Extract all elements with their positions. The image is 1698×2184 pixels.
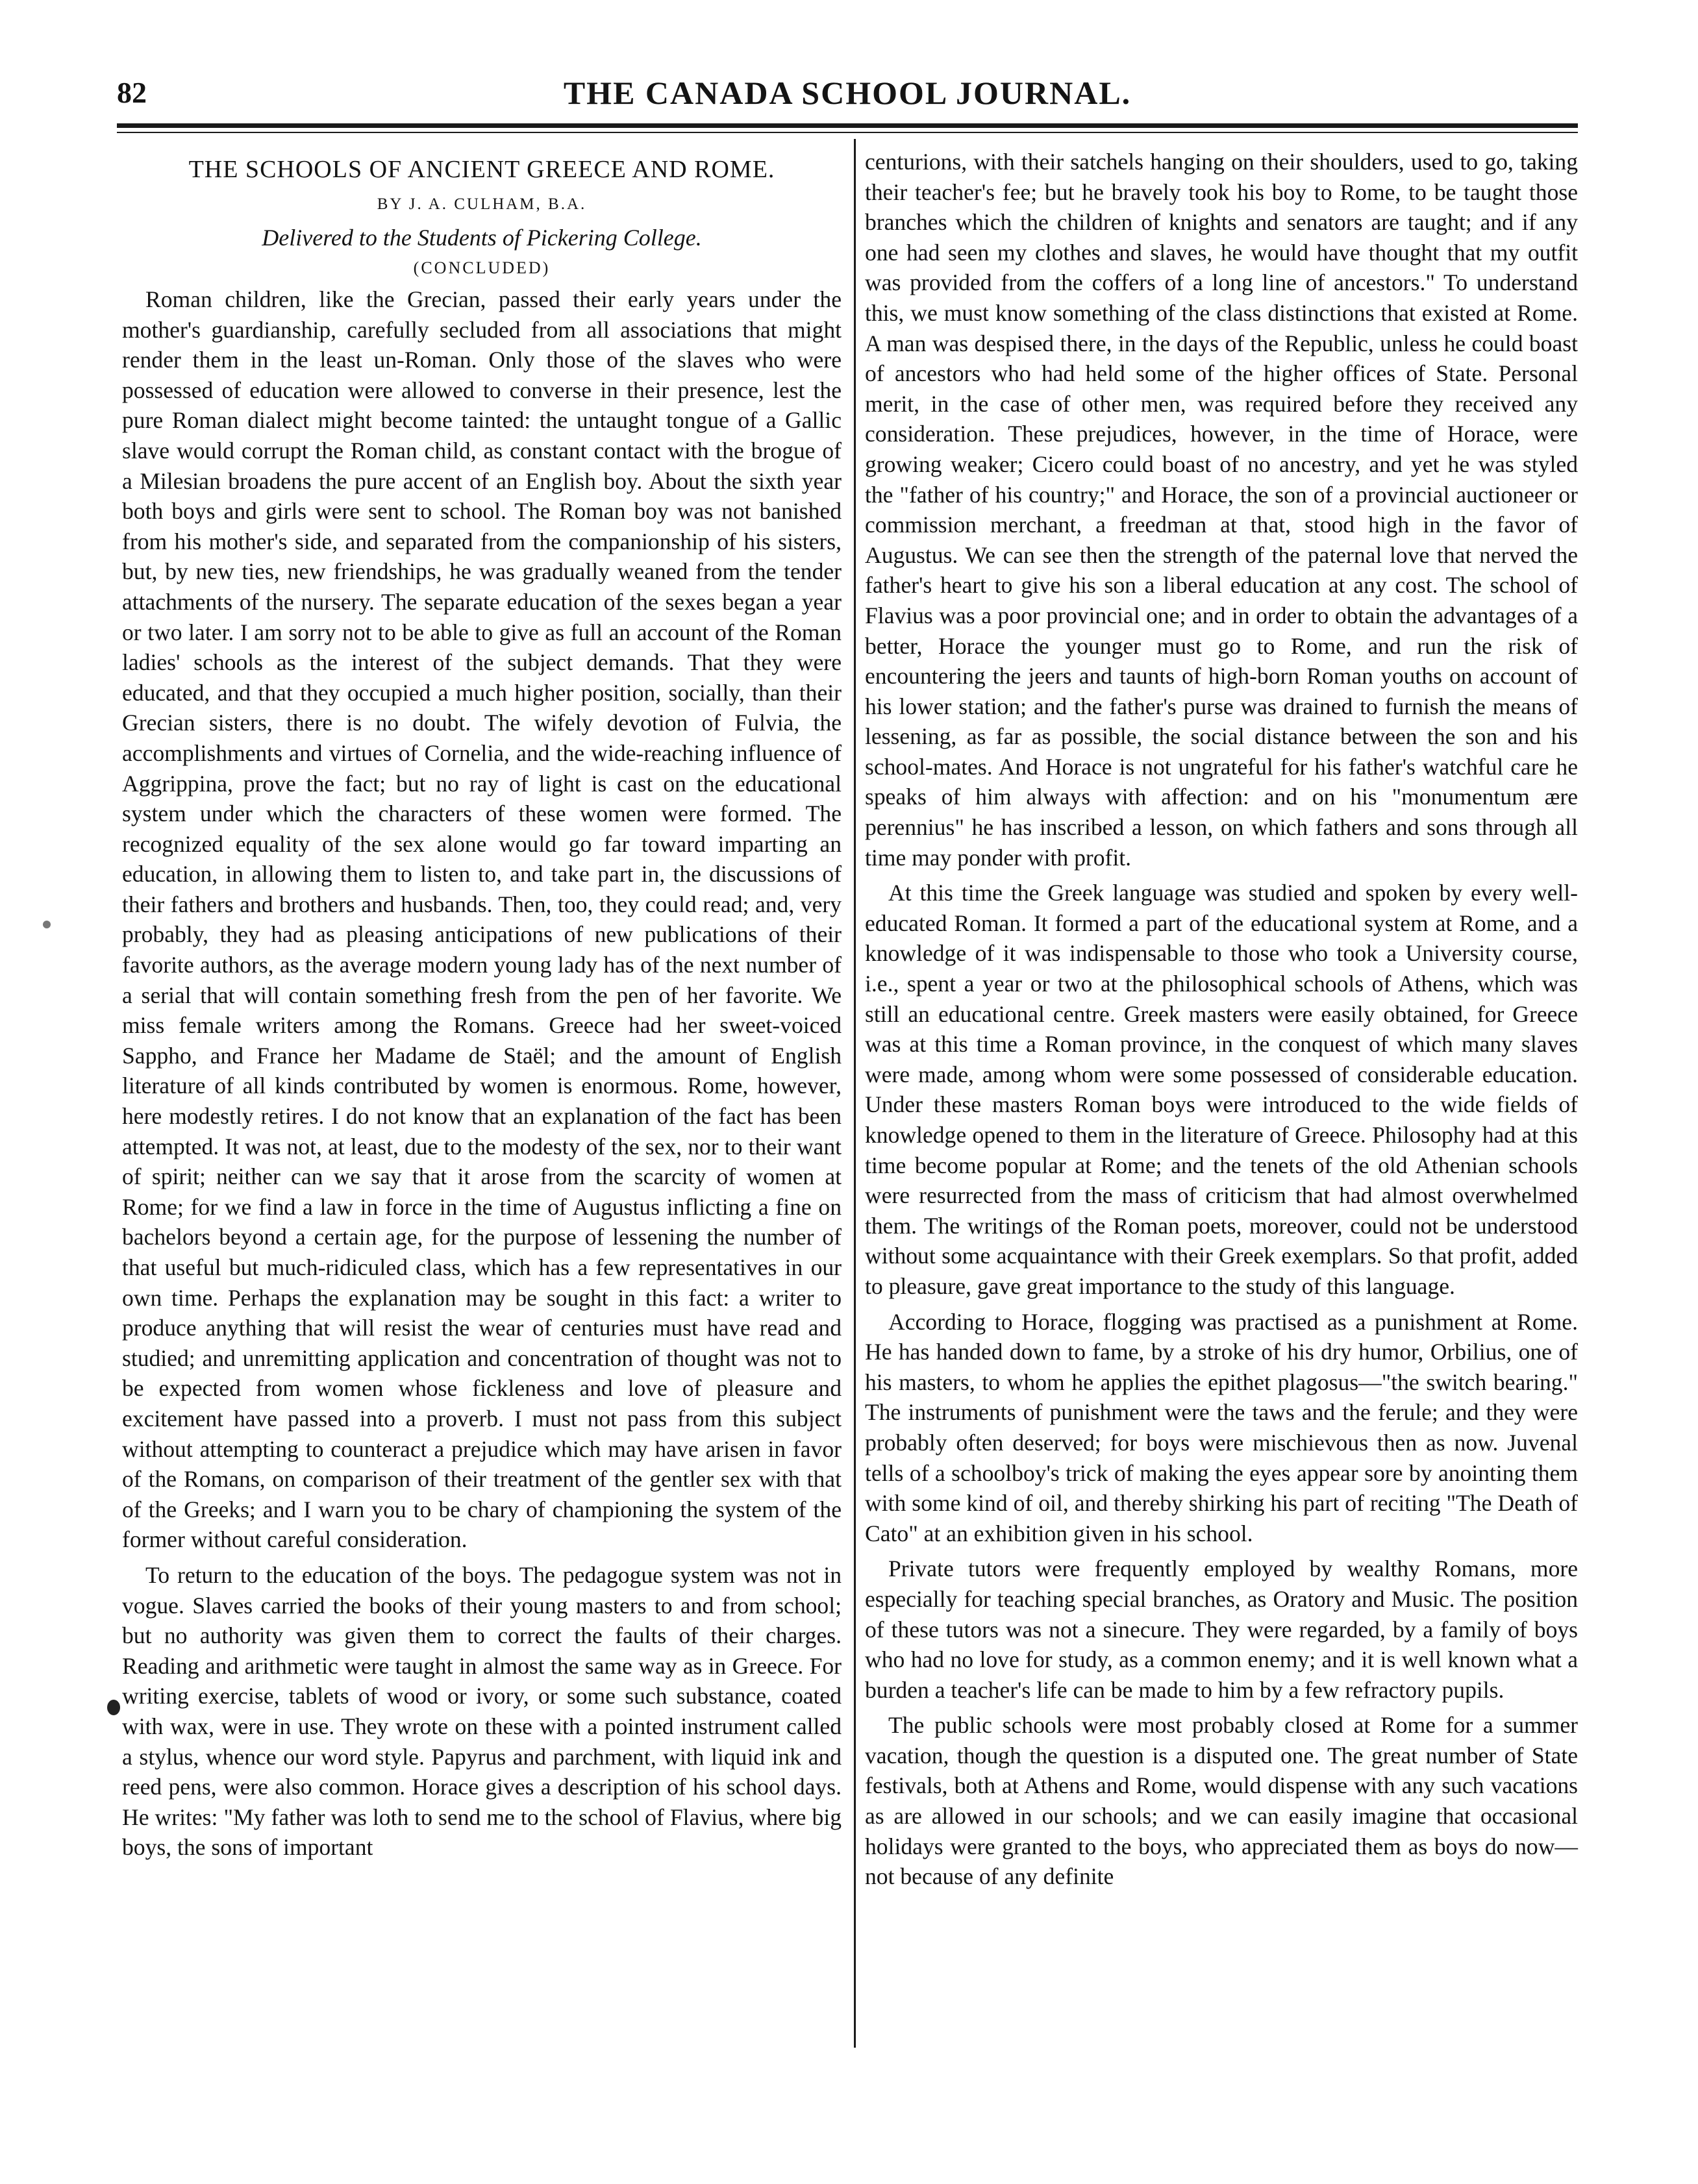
- body-paragraph: To return to the education of the boys. The pedagogue system was not in vogue. Slaves carried the books of their young masters to and from school; but no authority was given them to correct the faults of their charges. Reading and arithmetic were taught in almost the same way as in Greece. For writing exercise, tablets of wood or ivory, or some such substance, coated with wax, were in use. They wrote on these with a pointed instrument called a stylus, whence our word style. Papyrus and parchment, with liquid ink and reed pens, were also common. Horace gives a description of his school days. He writes: "My father was loth to send me to the school of Flavius, where big boys, the sons of important: [122, 1561, 842, 1861]
- body-paragraph: Private tutors were frequently employed by wealthy Romans, more especially for teaching special branches, as Oratory and Music. The position of these tutors was not a sinecure. They were regarded, by a family of boys who had no love for study, as a common enemy; and it is well known what a burden a teacher's life can be made to him by a few refractory pupils.: [865, 1556, 1578, 1703]
- left-column: [122, 147, 842, 1863]
- body-paragraph: centurions, with their satchels hanging on their shoulders, used to go, taking their teacher's fee; but he bravely took his boy to Rome, to be taught those branches which the children of knights and senators are taught; and if any one had seen my clothes and slaves, he would have thought that my outfit was provided from the coffers of a long line of ancestors." To understand this, we must know something of the class distinctions that existed at Rome. A man was despised there, in the days of the Republic, unless he could boast of ancestors who had held some of the higher offices of State. Personal merit, in the case of other men, was required before they received any consideration. These prejudices, however, in the time of Horace, were growing weaker; Cicero could boast of no ancestry, and yet he was styled the "father of his country;" and Horace, the son of a provincial auctioneer or commission merchant, a freedman at that, stood high in the favor of Augustus. We can see then the strength of the paternal love that nerved the father's heart to give his son a liberal education at any cost. The school of Flavius was a poor provincial one; and in order to obtain the advantages of a better, Horace the younger must go to Rome, and run the risk of encountering the jeers and taunts of high-born Roman youths on account of his lower station; and the father's purse was drained to furnish the means of lessening, as far as possible, the social distance between the son and his school-mates. And Horace is not ungrateful for his father's watchful care he speaks of him always with affection: and on his "monumentum ære perennius" he has inscribed a lesson, on which fathers and sons through all time may ponder with profit.: [865, 149, 1578, 871]
- article-title: THE SCHOOLS OF ANCIENT GREECE AND ROME.: [188, 156, 775, 183]
- margin-blot-mark: [107, 1700, 120, 1715]
- page-number: 82: [117, 76, 147, 109]
- right-column: [865, 147, 1578, 1892]
- body-paragraph: According to Horace, flogging was practised as a punishment at Rome. He has handed down to fame, by a stroke of his dry humor, Orbilius, one of his masters, to whom he applies the epithet plagosus—"the switch bearing." The instruments of punishment were the taws and the ferule; and they were probably often deserved; for boys were mischievous then as now. Juvenal tells of a schoolboy's trick of making the eyes appear sore by anointing them with some kind of oil, and thereby shirking his part of reciting "The Death of Cato" at an exhibition given in his school.: [865, 1308, 1578, 1546]
- body-paragraph: The public schools were most probably closed at Rome for a summer vacation, though the question is a disputed one. The great number of State festivals, both at Athens and Rome, would dispense with any such vacations as are allowed in our schools; and we can easily imagine that occasional holidays were granted to the boys, who appreciated them as boys do now—not because of any definite: [865, 1712, 1578, 1890]
- header-rule-thick: [117, 123, 1578, 128]
- article-concluded-note: (CONCLUDED): [413, 258, 551, 277]
- body-paragraph: At this time the Greek language was studied and spoken by every well-educated Roman. It formed a part of the educational system at Rome, and a knowledge of it was indispensable to those who took a University course, i.e., spent a year or two at the philosophical schools of Athens, which was still an educational centre. Greek masters were easily obtained, for Greece was at this time a Roman province, in the conquest of which many slaves were made, among whom were some possessed of considerable education. Under these masters Roman boys were introduced to the wide fields of knowledge opened to them in the literature of Greece. Philosophy had at this time become popular at Rome; and the tenets of the old Athenian schools were resurrected from the mass of criticism that had almost overwhelmed them. The writings of the Roman poets, moreover, could not be understood without some acquaintance with their Greek exemplars. So that profit, added to pleasure, gave great importance to the study of this language.: [865, 880, 1578, 1299]
- column-divider: [854, 139, 856, 2048]
- article-delivered-note: Delivered to the Students of Pickering College.: [262, 225, 702, 251]
- journal-title: THE CANADA SCHOOL JOURNAL.: [563, 75, 1132, 111]
- header-rule-thin: [117, 132, 1578, 133]
- body-paragraph: Roman children, like the Grecian, passed their early years under the mother's guardianship, carefully secluded from all associations that might render them in the least un-Roman. Only those of the slaves who were possessed of education were allowed to converse in their presence, lest the pure Roman dialect might become tainted: the untaught tongue of a Gallic slave would corrupt the Roman child, as constant contact with the brogue of a Milesian broadens the pure accent of an English boy. About the sixth year both boys and girls were sent to school. The Roman boy was not banished from his mother's side, and separated from the companionship of his sisters, but, by new ties, new friendships, he was gradually weaned from the tender attachments of the nursery. The separate education of the sexes began a year or two later. I am sorry not to be able to give as full an account of the Roman ladies' schools as the interest of the subject demands. That they were educated, and that they occupied a much higher position, socially, than their Grecian sisters, there is no doubt. The wifely devotion of Fulvia, the accomplishments and virtues of Cornelia, and the wide-reaching influence of Aggrippina, prove the fact; but no ray of light is cast on the educational system under which the characters of these women were formed. The recognized equality of the sex alone would go far toward imparting an education, in allowing them to listen to, and take part in, the discussions of their fathers and brothers and husbands. Then, too, they could read; and, very probably, they had as pleasing anticipations of new publications of their favorite authors, as the average modern young lady has of the next number of a serial that will contain something fresh from the pen of her favorite. We miss female writers among the Romans. Greece had her sweet-voiced Sappho, and France her Madame de Staël; and the amount of English literature of all kinds contributed by women is enormous. Rome, however, here modestly retires. I do not know that an explanation of the fact has been attempted. It was not, at least, due to the modesty of the sex, nor to their want of spirit; neither can we say that it arose from the scarcity of women at Rome; for we find a law in force in the time of Augustus inflicting a fine on bachelors beyond a certain age, for the purpose of lessening the number of that useful but much-ridiculed class, which has a few representatives in our own time. Perhaps the explanation may be sought in this fact: a writer to produce anything that will resist the wear of centuries must have read and studied; and unremitting application and concentration of thought was not to be expected from women whose fickleness and love of pleasure and excitement have passed into a proverb. I must not pass from this subject without attempting to counteract a prejudice which may have arisen in favor of the Romans, on comparison of their treatment of the gentler sex with that of the Greeks; and I warn you to be chary of championing the system of the former without careful consideration.: [122, 286, 842, 1553]
- running-header: [117, 70, 1578, 116]
- article-byline: BY J. A. CULHAM, B.A.: [377, 195, 587, 213]
- margin-dot-mark: [43, 921, 51, 928]
